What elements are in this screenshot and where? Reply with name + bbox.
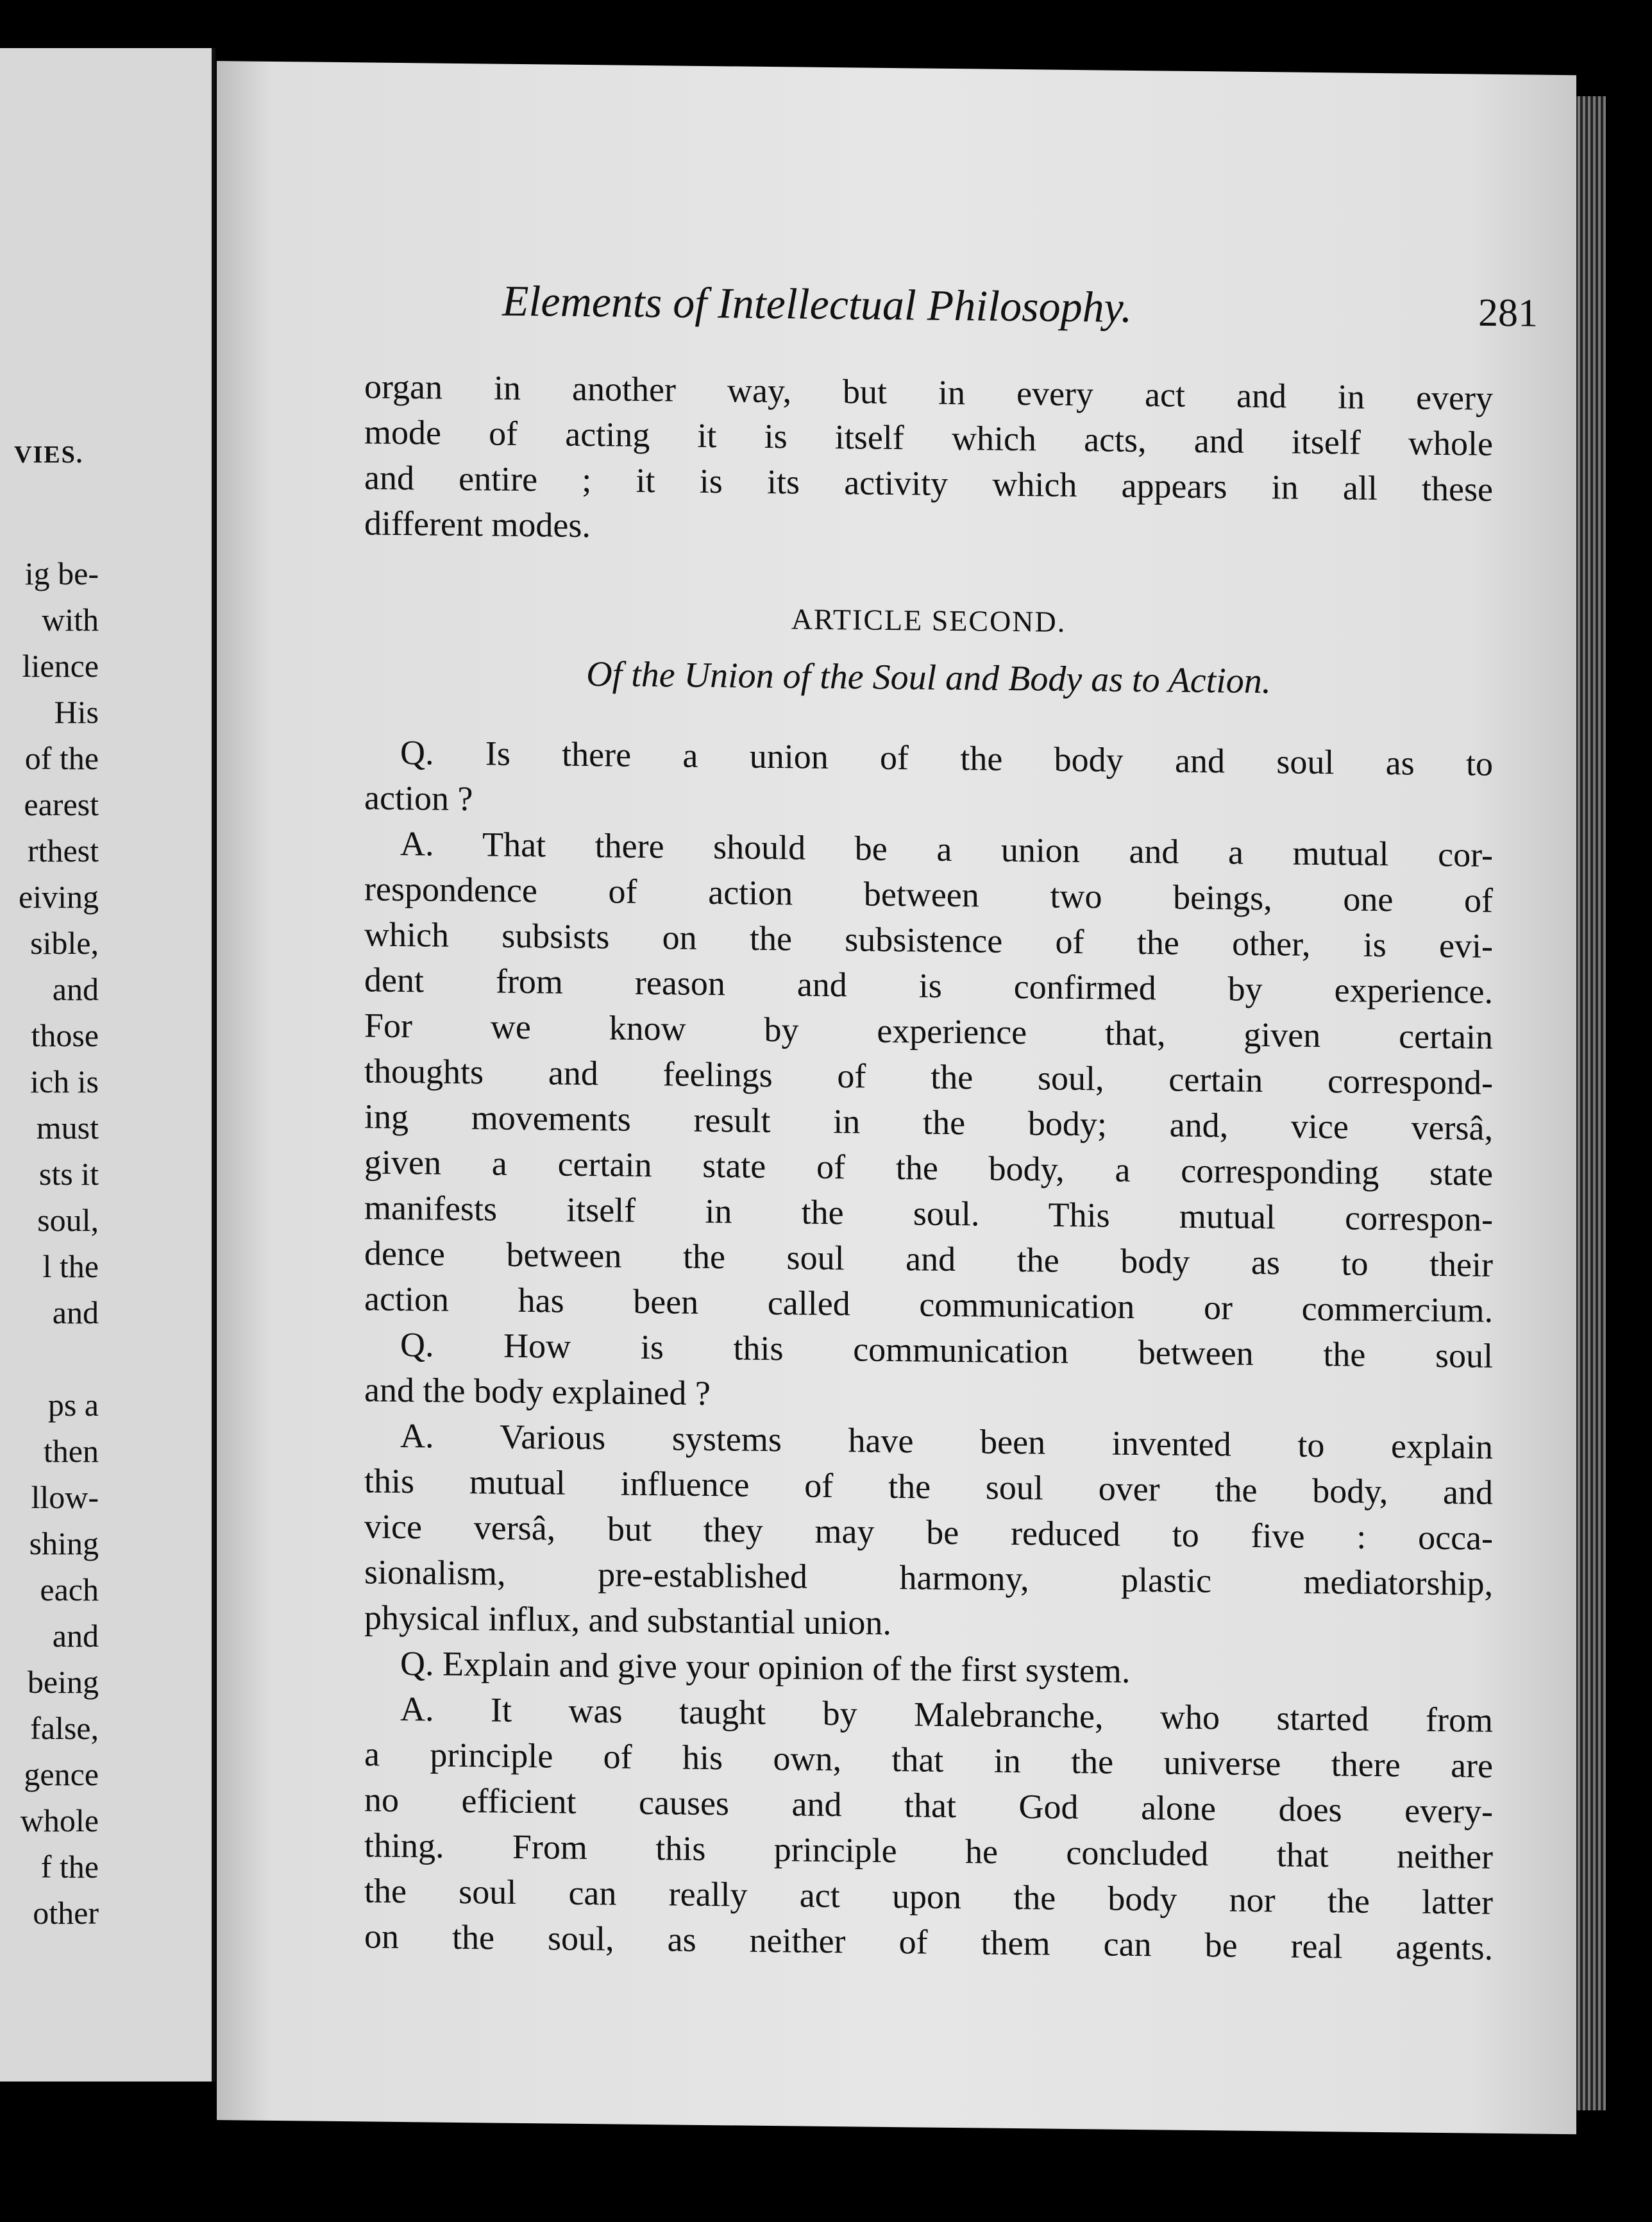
- left-fragment: His: [54, 694, 99, 730]
- article-heading: ARTICLE SECOND.: [791, 602, 1066, 638]
- text-line: on the soul, as neither of them can be real agents.: [364, 1917, 1493, 1967]
- text-line: the soul can really act upon the body nor the latter: [364, 1871, 1493, 1922]
- text-line: action ?: [364, 778, 473, 818]
- left-fragment: whole: [20, 1802, 99, 1838]
- left-running-head: VIES.: [14, 441, 84, 468]
- page-edge-stack: [1572, 96, 1606, 2110]
- text-line: mode of acting it is itself which acts, and itself whole: [364, 412, 1493, 463]
- text-line: action has been called communication or commercium.: [364, 1279, 1493, 1330]
- text-line: A. Various systems have been invented to explain: [400, 1416, 1493, 1466]
- left-fragment: eiving: [19, 879, 99, 915]
- left-fragment: being: [27, 1664, 99, 1700]
- left-fragment: with: [42, 602, 99, 638]
- left-fragment: of the: [24, 740, 99, 776]
- text-line: dent from reason and is confirmed by experience.: [364, 960, 1493, 1011]
- left-fragment: then: [43, 1433, 99, 1469]
- right-page: [217, 61, 1576, 2134]
- left-fragment: earest: [24, 786, 99, 822]
- qa-question: [364, 729, 1493, 832]
- running-header: [502, 276, 1538, 337]
- page-number: 281: [1478, 291, 1538, 335]
- left-fragment: each: [40, 1572, 99, 1607]
- qa-answer: [364, 1412, 1493, 1652]
- qa-answer: [364, 1686, 1493, 1971]
- left-fragment: gence: [24, 1756, 99, 1792]
- left-fragment: ich is: [30, 1064, 99, 1099]
- text-line: For we know by experience that, given certain: [364, 1006, 1493, 1056]
- qa-question: [364, 1321, 1493, 1424]
- left-fragment: l the: [42, 1248, 99, 1284]
- text-line: and entire ; it is its activity which appears in all these: [364, 458, 1493, 509]
- text-line: Q. How is this communication between the soul: [400, 1325, 1493, 1375]
- left-fragment: must: [36, 1110, 99, 1146]
- qa-answer: [364, 820, 1493, 1333]
- left-facing-page: [0, 48, 215, 2082]
- left-fragment: and: [52, 1294, 99, 1330]
- text-line: different modes.: [364, 504, 591, 545]
- text-line: thing. From this principle he concluded that neither: [364, 1826, 1493, 1876]
- text-line: a principle of his own, that in the universe there are: [364, 1734, 1493, 1785]
- left-fragment: shing: [29, 1525, 99, 1561]
- text-line: A. It was taught by Malebranche, who started from: [400, 1689, 1493, 1740]
- text-line: manifests itself in the soul. This mutual correspon-: [364, 1188, 1493, 1239]
- text-line: A. That there should be a union and a mutual cor-: [400, 824, 1493, 874]
- text-line: ing movements result in the body; and, vice versâ,: [364, 1097, 1493, 1148]
- left-fragment: false,: [30, 1710, 99, 1746]
- left-fragment: rthest: [27, 833, 99, 869]
- text-line: dence between the soul and the body as to their: [364, 1234, 1493, 1284]
- left-fragment: ps a: [47, 1387, 99, 1423]
- article-subheading: Of the Union of the Soul and Body as to Action.: [586, 654, 1271, 702]
- left-fragment: sts it: [38, 1156, 99, 1192]
- text-line: thoughts and feelings of the soul, certain correspond-: [364, 1051, 1493, 1102]
- left-fragment: and: [52, 1618, 99, 1654]
- text-line: Q. Explain and give your opinion of the first system.: [400, 1643, 1131, 1690]
- text-line: which subsists on the subsistence of the other, is evi-: [364, 915, 1493, 965]
- left-fragment: sible,: [30, 925, 99, 961]
- left-fragment: lience: [22, 648, 99, 684]
- text-line: organ in another way, but in every act and in every: [364, 367, 1493, 418]
- text-line: no efficient causes and that God alone does every-: [364, 1780, 1493, 1831]
- left-fragment: f the: [40, 1849, 99, 1885]
- text-line: Q. Is there a union of the body and soul as to: [400, 733, 1493, 783]
- opening-paragraph: [364, 364, 1493, 557]
- text-line: respondence of action between two beings, one of: [364, 869, 1493, 920]
- left-fragment: ig be-: [24, 556, 99, 591]
- left-fragment: soul,: [37, 1202, 99, 1238]
- left-fragment: and: [52, 971, 99, 1007]
- text-line: physical influx, and substantial union.: [364, 1598, 891, 1643]
- text-line: this mutual influence of the soul over the body, and: [364, 1461, 1493, 1512]
- text-line: vice versâ, but they may be reduced to five : occa-: [364, 1507, 1493, 1557]
- text-line: sionalism, pre-established harmony, plastic mediatorship,: [364, 1552, 1493, 1603]
- left-fragment: llow-: [31, 1479, 99, 1515]
- left-fragment: other: [33, 1895, 99, 1931]
- text-line: and the body explained ?: [364, 1370, 711, 1413]
- left-fragment: those: [31, 1017, 99, 1053]
- text-line: given a certain state of the body, a corresponding state: [364, 1142, 1493, 1193]
- book-title: Elements of Intellectual Philosophy.: [502, 276, 1133, 332]
